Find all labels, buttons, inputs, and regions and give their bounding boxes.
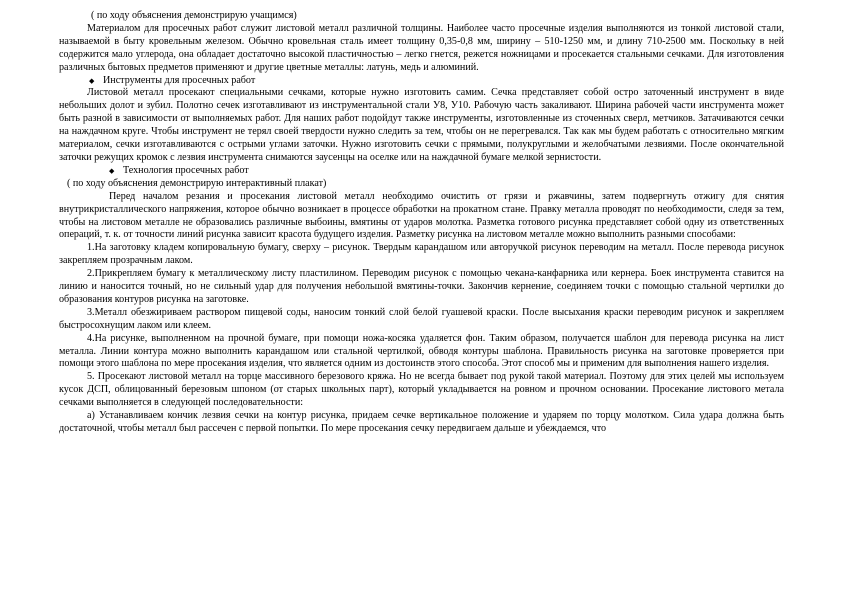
paragraph-method-4: 4.На рисунке, выполненном на прочной бумаге, при помощи ножа-косяка удаляется фон. Таким образом, получается шаблон для перевода рисунка на лист металла. Линии контура можно выполнить карандашом или стальной чертилкой, обводя контуры шаблона. Правильность рисунка на заготовке проверяется при помощи этого шаблона по мере просекания изделия, что является одним из достоинств этого способа. Этот способ мы и применим для выполнения нашего изделия. bbox=[59, 332, 784, 370]
paragraph-tools: Листовой металл просекают специальными сечками, которые нужно изготовить самим. Сечка представляет собой остро заточенный инструмент в виде небольших долот и зубил. Полотно сечек изготавливают из инструментальной стали У8, У10. Рабочую часть закаливают. Ширина рабочей части инструмента может быть разной в зависимости от выполняемых работ. Для наших работ подойдут также инструменты, изготовленные из сточенных сверл, метчиков. Затачиваются сечки на наждачном круге. Чтобы инструмент не терял своей твердости нужно следить за тем, чтобы он не перегревался. Так как мы будем работать с относительно мягким материалом, сечки изготавливаются с острыми углами заточки. Нужно изготовить сечки с прямыми, полукруглыми и желобчатыми лезвиями. После окончательной заточки режущих кромок с лезвия инструмента снимаются заусенцы на оселке или на наждачной бумаге мелкой зернистости. bbox=[59, 87, 784, 163]
paragraph-materials: Материалом для просечных работ служит листовой металл различной толщины. Наиболее часто просечные изделия выполняются из тонкой листовой стали, называемой в быту кровельным железом. Обычно кровельная сталь имеет толщину 0,35-0,8 мм, ширину – 510-1250 мм, и длину 710-2500 мм. Поскольку в ней содержится мало углерода, она обладает достаточно высокой пластичностью – легко гнется, режется ножницами и просекается стальными сечками. Для изготовления различных бытовых предметов применяют и другие цветные металлы: латунь, медь и алюминий. bbox=[59, 22, 784, 73]
paragraph-preparation: Перед началом резания и просекания листовой металл необходимо очистить от грязи и ржавчины, затем подвергнуть отжигу для снятия внутрикристаллического напряжения, которое обычно возникает в процессе обработки на прокатном стане. Правку металла проводят по необходимости, следя за тем, чтобы на листовом металле не образовались различные выбоины, вмятины от ударов молотка. Разметка готового рисунка представляет собой одну из ответственных операций, т. к. от точности линий рисунка зависит красота будущего изделия. Разметку рисунка на листовом металле можно выполнить разными способами: bbox=[59, 190, 784, 241]
diamond-bullet-icon: ◆ bbox=[89, 76, 95, 85]
paragraph-method-3: 3.Металл обезжириваем раствором пищевой соды, наносим тонкий слой белой гуашевой краски. После высыхания краски переводим рисунок и закрепляем быстросохнущим лаком или клеем. bbox=[59, 306, 784, 331]
document-page bbox=[59, 10, 784, 436]
heading-tools-text: Инструменты для просечных работ bbox=[103, 74, 256, 86]
heading-tools bbox=[59, 75, 784, 88]
heading-technology-text: Технология просечных работ bbox=[123, 164, 249, 176]
paragraph-step-a: а) Устанавливаем кончик лезвия сечки на контур рисунка, придаем сечке вертикальное положение и ударяем по торцу молотком. Сила удара должна быть достаточной, чтобы металл был рассечен с первой попытки. По мере просекания сечку передвигаем дальше и убеждаемся, что bbox=[59, 410, 784, 434]
paragraph-step-5: 5. Просекают листовой металл на торце массивного березового кряжа. Но не всегда бывает под рукой такой материал. Поэтому для этих целей мы используем кусок ДСП, облицованный березовым шпоном (от старых школьных парт), который укладывается на ровном и прочном основании. Просекание листового метала сечками выполняется в следующей последовательности: bbox=[59, 371, 784, 409]
heading-technology bbox=[59, 165, 784, 178]
diamond-bullet-icon: ◆ bbox=[109, 166, 115, 175]
paragraph-method-1: 1.На заготовку кладем копировальную бумагу, сверху – рисунок. Твердым карандашом или авторучкой рисунок переводим на металл. После перевода рисунок закрепляем прозрачным лаком. bbox=[59, 242, 784, 267]
demo-note-poster: ( по ходу объяснения демонстрирую интерактивный плакат) bbox=[67, 177, 327, 189]
paragraph-method-2: 2.Прикрепляем бумагу к металлическому листу пластилином. Переводим рисунок с помощью чекана-канфарника или кернера. Боек инструмента ставится на линию и наносится точный, но не сильный удар для получения небольшой вмятины-точки. Закончив кернение, соединяем точки с помощью стальной чертилки до образования контуров рисунка на заготовке. bbox=[59, 268, 784, 305]
demo-note-top: ( по ходу объяснения демонстрирую учащимся) bbox=[91, 10, 297, 21]
